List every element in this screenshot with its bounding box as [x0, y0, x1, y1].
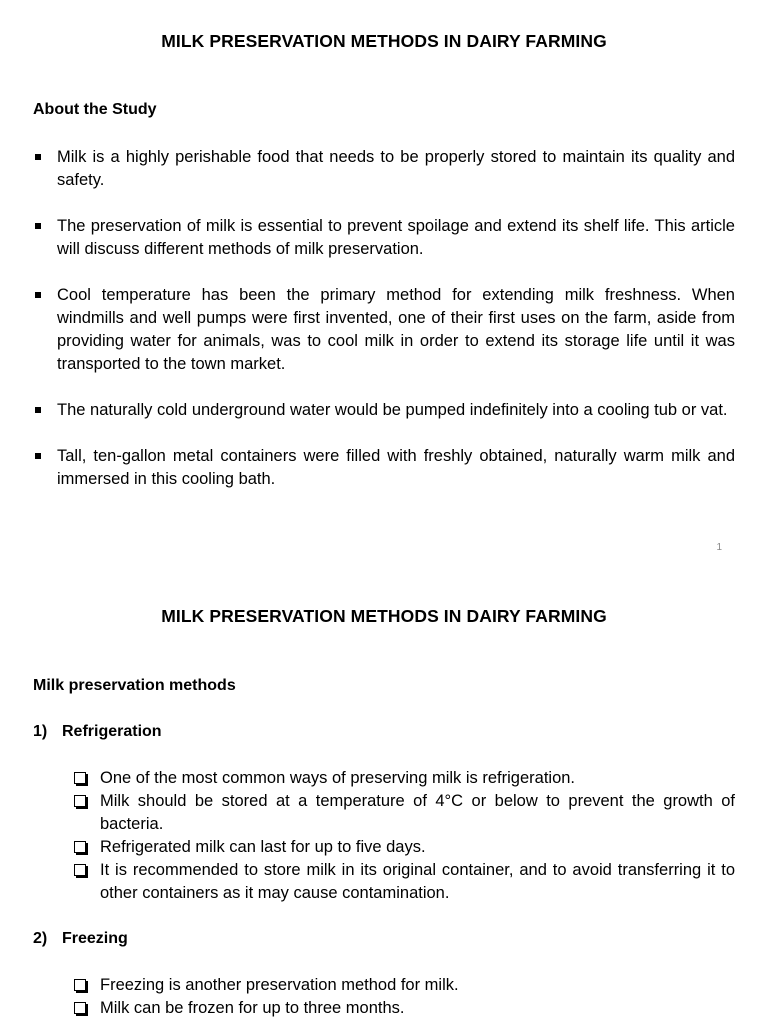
square-bullet-icon — [35, 453, 41, 459]
section-heading: Milk preservation methods — [33, 677, 236, 694]
slide-title: MILK PRESERVATION METHODS IN DAIRY FARMING — [161, 606, 607, 626]
list-item: Milk should be stored at a temperature of 4°C or below to prevent the growth of bacteria. — [73, 790, 735, 836]
method-heading-refrigeration: 1) Refrigeration — [33, 723, 162, 740]
bullet-list — [33, 146, 735, 514]
checkbox-bullet-icon — [74, 772, 86, 784]
section-heading: About the Study — [33, 101, 157, 118]
slide-2 — [0, 568, 768, 1024]
list-item: The preservation of milk is essential to prevent spoilage and extend its shelf life. This article will discuss different methods of milk preservation. — [33, 215, 735, 261]
square-bullet-icon — [35, 407, 41, 413]
freezing-list — [73, 974, 735, 1020]
list-item: The naturally cold underground water would be pumped indefinitely into a cooling tub or vat. — [33, 399, 735, 422]
checkbox-bullet-icon — [74, 1002, 86, 1014]
slide-title: MILK PRESERVATION METHODS IN DAIRY FARMING — [161, 31, 607, 51]
checkbox-bullet-icon — [74, 795, 86, 807]
checkbox-bullet-icon — [74, 841, 86, 853]
square-bullet-icon — [35, 292, 41, 298]
checkbox-bullet-icon — [74, 979, 86, 991]
list-item: Tall, ten-gallon metal containers were filled with freshly obtained, naturally warm milk and immersed in this cooling bath. — [33, 445, 735, 491]
list-item: One of the most common ways of preserving milk is refrigeration. — [73, 767, 735, 790]
square-bullet-icon — [35, 223, 41, 229]
square-bullet-icon — [35, 154, 41, 160]
list-item: Milk is a highly perishable food that needs to be properly stored to maintain its quality and safety. — [33, 146, 735, 192]
list-item: Milk can be frozen for up to three months. — [73, 997, 735, 1020]
method-heading-freezing: 2) Freezing — [33, 930, 128, 947]
list-item: Refrigerated milk can last for up to five days. — [73, 836, 735, 859]
refrigeration-list — [73, 767, 735, 905]
checkbox-bullet-icon — [74, 864, 86, 876]
list-item: Cool temperature has been the primary method for extending milk freshness. When windmills and well pumps were first invented, one of their first uses on the farm, aside from providing water for animals, was to cool milk in order to extend its storage life until it was transported to the town market. — [33, 284, 735, 376]
page-number: 1 — [716, 542, 722, 553]
list-item: Freezing is another preservation method for milk. — [73, 974, 735, 997]
list-item: It is recommended to store milk in its original container, and to avoid transferring it to other containers as it may cause contamination. — [73, 859, 735, 905]
